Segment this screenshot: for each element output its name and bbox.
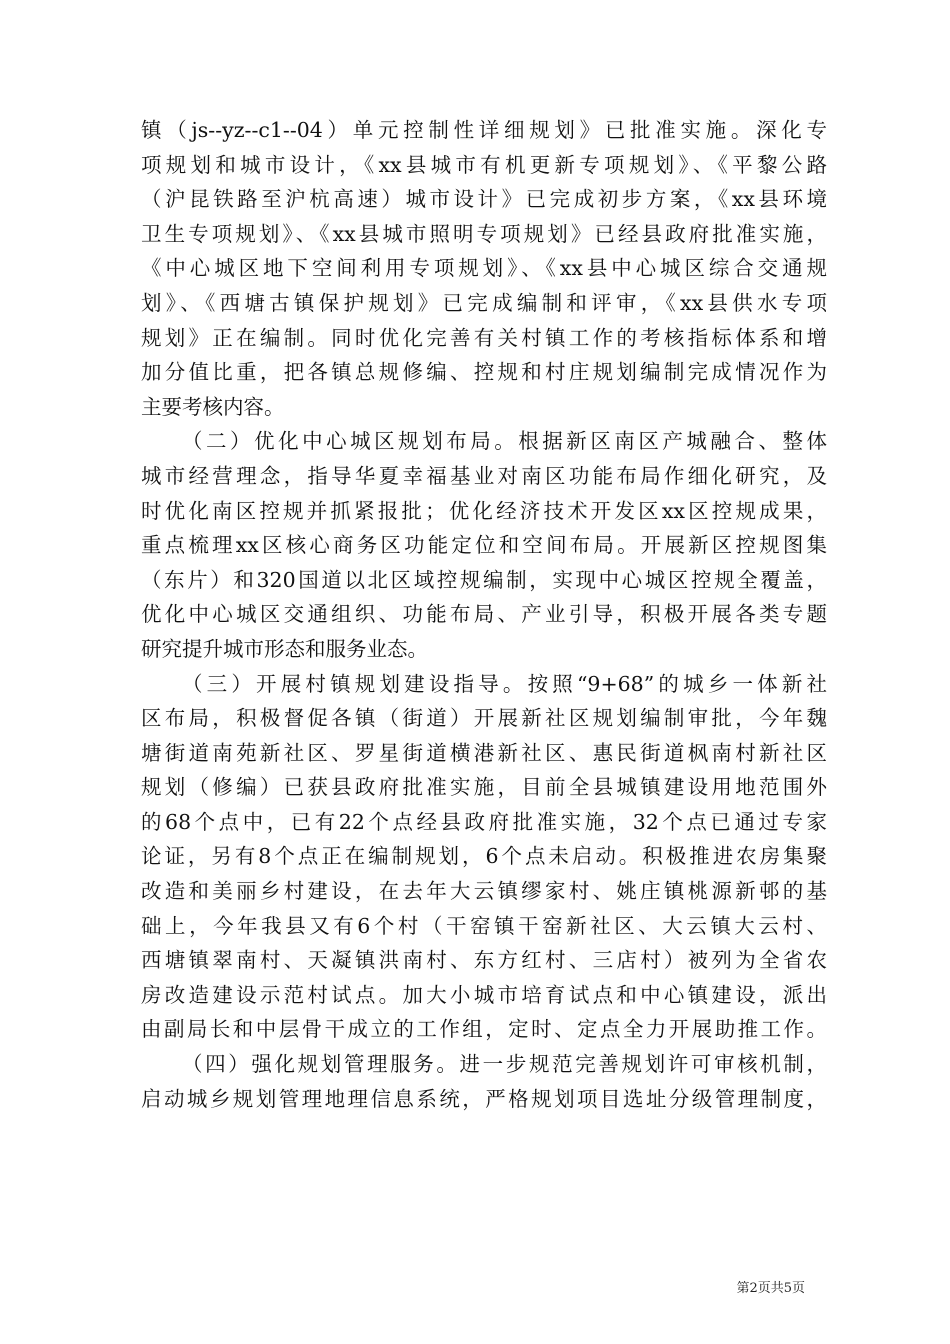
text-line: 规划》正在编制。同时优化完善有关村镇工作的考核指标体系和增 xyxy=(141,325,827,350)
text-line: 时优化南区控规并抓紧报批；优化经济技术开发区xx区控规成果， xyxy=(141,498,827,523)
section-heading-line: （三）开展村镇规划建设指导。按照“9+68”的城乡一体新社 xyxy=(182,671,827,696)
text-line: 城市经营理念，指导华夏幸福基业对南区功能布局作细化研究，及 xyxy=(141,463,827,488)
text-line: 规划（修编）已获县政府批准实施，目前全县城镇建设用地范围外 xyxy=(141,775,827,800)
text-line: （东片）和320国道以北区域控规编制，实现中心城区控规全覆盖， xyxy=(141,567,827,592)
text-line: 房改造建设示范村试点。加大小城市培育试点和中心镇建设，派出 xyxy=(141,982,827,1007)
text-line: 区布局，积极督促各镇（街道）开展新社区规划编制审批，今年魏 xyxy=(141,706,827,731)
text-line: 主要考核内容。 xyxy=(141,394,285,419)
text-line: 的68个点中，已有22个点经县政府批准实施，32个点已通过专家 xyxy=(141,809,827,834)
text-line: 论证，另有8个点正在编制规划，6个点未启动。积极推进农房集聚 xyxy=(141,844,827,869)
text-line: 启动城乡规划管理地理信息系统，严格规划项目选址分级管理制度， xyxy=(141,1086,827,1111)
text-line: 由副局长和中层骨干成立的工作组，定时、定点全力开展助推工作。 xyxy=(141,1017,827,1042)
page-number: 第2页共5页 xyxy=(736,1281,805,1296)
text-line: 卫生专项规划》、《xx县城市照明专项规划》已经县政府批准实施， xyxy=(141,221,827,246)
text-line: 项规划和城市设计，《xx县城市有机更新专项规划》、《平黎公路 xyxy=(141,152,827,177)
text-line: （沪昆铁路至沪杭高速）城市设计》已完成初步方案，《xx县环境 xyxy=(141,187,827,212)
text-line: 西塘镇翠南村、天凝镇洪南村、东方红村、三店村）被列为全省农 xyxy=(141,948,827,973)
text-line: 研究提升城市形态和服务业态。 xyxy=(141,636,428,661)
text-line: 镇（js--yz--c1--04）单元控制性详细规划》已批准实施。深化专 xyxy=(141,118,827,142)
text-line: 《中心城区地下空间利用专项规划》、《xx县中心城区综合交通规 xyxy=(141,256,827,281)
text-line: 塘街道南苑新社区、罗星街道横港新社区、惠民街道枫南村新社区 xyxy=(141,740,827,765)
text-line: 础上，今年我县又有6个村（干窑镇干窑新社区、大云镇大云村、 xyxy=(141,913,827,938)
section-heading-line: （二）优化中心城区规划布局。根据新区南区产城融合、整体 xyxy=(182,429,827,454)
body-text xyxy=(141,113,827,1116)
text-line: 加分值比重，把各镇总规修编、控规和村庄规划编制完成情况作为 xyxy=(141,360,827,385)
text-line: 划》、《西塘古镇保护规划》已完成编制和评审，《xx县供水专项 xyxy=(141,290,827,315)
text-line: 重点梳理xx区核心商务区功能定位和空间布局。开展新区控规图集 xyxy=(141,533,827,558)
section-heading-line: （四）强化规划管理服务。进一步规范完善规划许可审核机制， xyxy=(182,1052,827,1077)
text-line: 改造和美丽乡村建设，在去年大云镇缪家村、姚庄镇桃源新邨的基 xyxy=(141,879,827,904)
text-line: 优化中心城区交通组织、功能布局、产业引导，积极开展各类专题 xyxy=(141,602,827,627)
